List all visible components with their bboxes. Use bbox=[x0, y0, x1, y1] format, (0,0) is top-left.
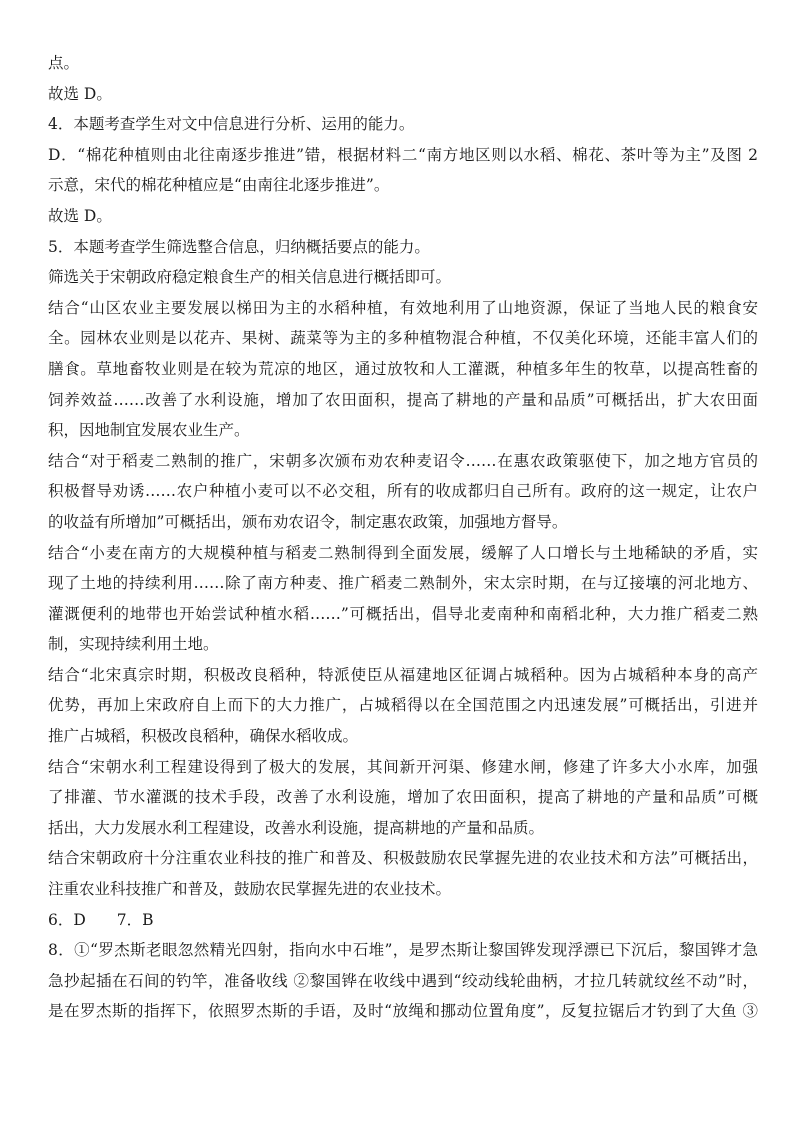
text-line: 5．本题考查学生筛选整合信息，归纳概括要点的能力。 bbox=[48, 237, 430, 256]
text-line: 注重农业科技推广和普及，鼓励农民掌握先进的农业技术。 bbox=[48, 880, 452, 899]
text-line: 结合“北宋真宗时期，积极改良稻种，特派使臣从福建地区征调占城稻种。因为占城稻种本身的高产 bbox=[48, 665, 758, 684]
text-line: 点。 bbox=[48, 54, 80, 72]
text-line: 故选 D。 bbox=[48, 206, 112, 225]
text-line: 6．D 7．B bbox=[48, 910, 154, 929]
text-line: 饲养效益……改善了水利设施，增加了农田面积，提高了耕地的产量和品质”可概括出，扩大农田面 bbox=[48, 390, 758, 409]
text-line: 了排灌、节水灌溉的技术手段，改善了水利设施，增加了农田面积，提高了耕地的产量和品质”可概 bbox=[48, 788, 758, 807]
text-line: 膳食。草地畜牧业则是在较为荒凉的地区，通过放牧和人工灌溉，种植多年生的牧草，以提高牲畜的 bbox=[48, 359, 758, 378]
text-line: 4．本题考查学生对文中信息进行分析、运用的能力。 bbox=[48, 115, 415, 134]
text-line: 结合宋朝政府十分注重农业科技的推广和普及、积极鼓励农民掌握先进的农业技术和方法”可概括出， bbox=[48, 849, 758, 868]
text-line: 现了土地的持续利用……除了南方种麦、推广稻麦二熟制外，宋太宗时期，在与辽接壤的河北地方、 bbox=[48, 574, 758, 593]
text-line: 结合“对于稻麦二熟制的推广，宋朝多次颁布劝农种麦诏令……在惠农政策驱使下，加之地方官员的 bbox=[48, 451, 758, 470]
text-line: 优势，再加上宋政府自上而下的大力推广，占城稻得以在全国范围之内迅速发展”可概括出，引进并 bbox=[48, 696, 758, 715]
text-line: 积，因地制宜发展农业生产。 bbox=[48, 421, 250, 440]
text-line: D．“棉花种植则由北往南逐步推进”错，根据材料二“南方地区则以水稻、棉花、茶叶等为主”及图 2 bbox=[48, 145, 758, 164]
text-line: 积极督导劝诱……农户种植小麦可以不必交租，所有的收成都归自己所有。政府的这一规定，让农户 bbox=[48, 482, 758, 501]
text-line: 8．①“罗杰斯老眼忽然精光四射，指向水中石堆”，是罗杰斯让黎国铧发现浮漂已下沉后，黎国铧才急 bbox=[48, 941, 758, 960]
text-line: 急抄起插在石间的钓竿，准备收线 ②黎国铧在收线中遇到“绞动线轮曲柄，才拉几转就纹丝不动”时， bbox=[48, 971, 758, 990]
text-line: 结合“山区农业主要发展以梯田为主的水稻种植，有效地利用了山地资源，保证了当地人民的粮食安 bbox=[48, 298, 758, 317]
text-line: 括出，大力发展水利工程建设，改善水利设施，提高耕地的产量和品质。 bbox=[48, 818, 545, 837]
text-line: 筛选关于宋朝政府稳定粮食生产的相关信息进行概括即可。 bbox=[48, 268, 452, 287]
text-line: 的收益有所增加”可概括出，颁布劝农诏令，制定惠农政策，加强地方督导。 bbox=[48, 512, 568, 531]
text-line: 结合“小麦在南方的大规模种植与稻麦二熟制得到全面发展，缓解了人口增长与土地稀缺的矛盾，实 bbox=[48, 543, 758, 562]
text-line: 结合“宋朝水利工程建设得到了极大的发展，其间新开河渠、修建水闸，修建了许多大小水库，加强 bbox=[48, 757, 758, 776]
text-line: 是在罗杰斯的指挥下，依照罗杰斯的手语，及时“放绳和挪动位置角度”，反复拉锯后才钓到了大鱼 ③ bbox=[48, 1002, 758, 1021]
text-line: 故选 D。 bbox=[48, 84, 112, 103]
text-line: 制，实现持续利用土地。 bbox=[48, 635, 219, 654]
text-line: 全。园林农业则是以花卉、果树、蔬菜等为主的多种植物混合种植，不仅美化环境，还能丰富人们的 bbox=[48, 329, 758, 348]
text-line: 示意，宋代的棉花种植应是“由南往北逐步推进”。 bbox=[48, 176, 390, 195]
text-line: 灌溉便利的地带也开始尝试种植水稻……”可概括出，倡导北麦南种和南稻北种，大力推广稻麦二熟 bbox=[48, 604, 758, 623]
text-line: 推广占城稻，积极改良稻种，确保水稻收成。 bbox=[48, 727, 359, 746]
